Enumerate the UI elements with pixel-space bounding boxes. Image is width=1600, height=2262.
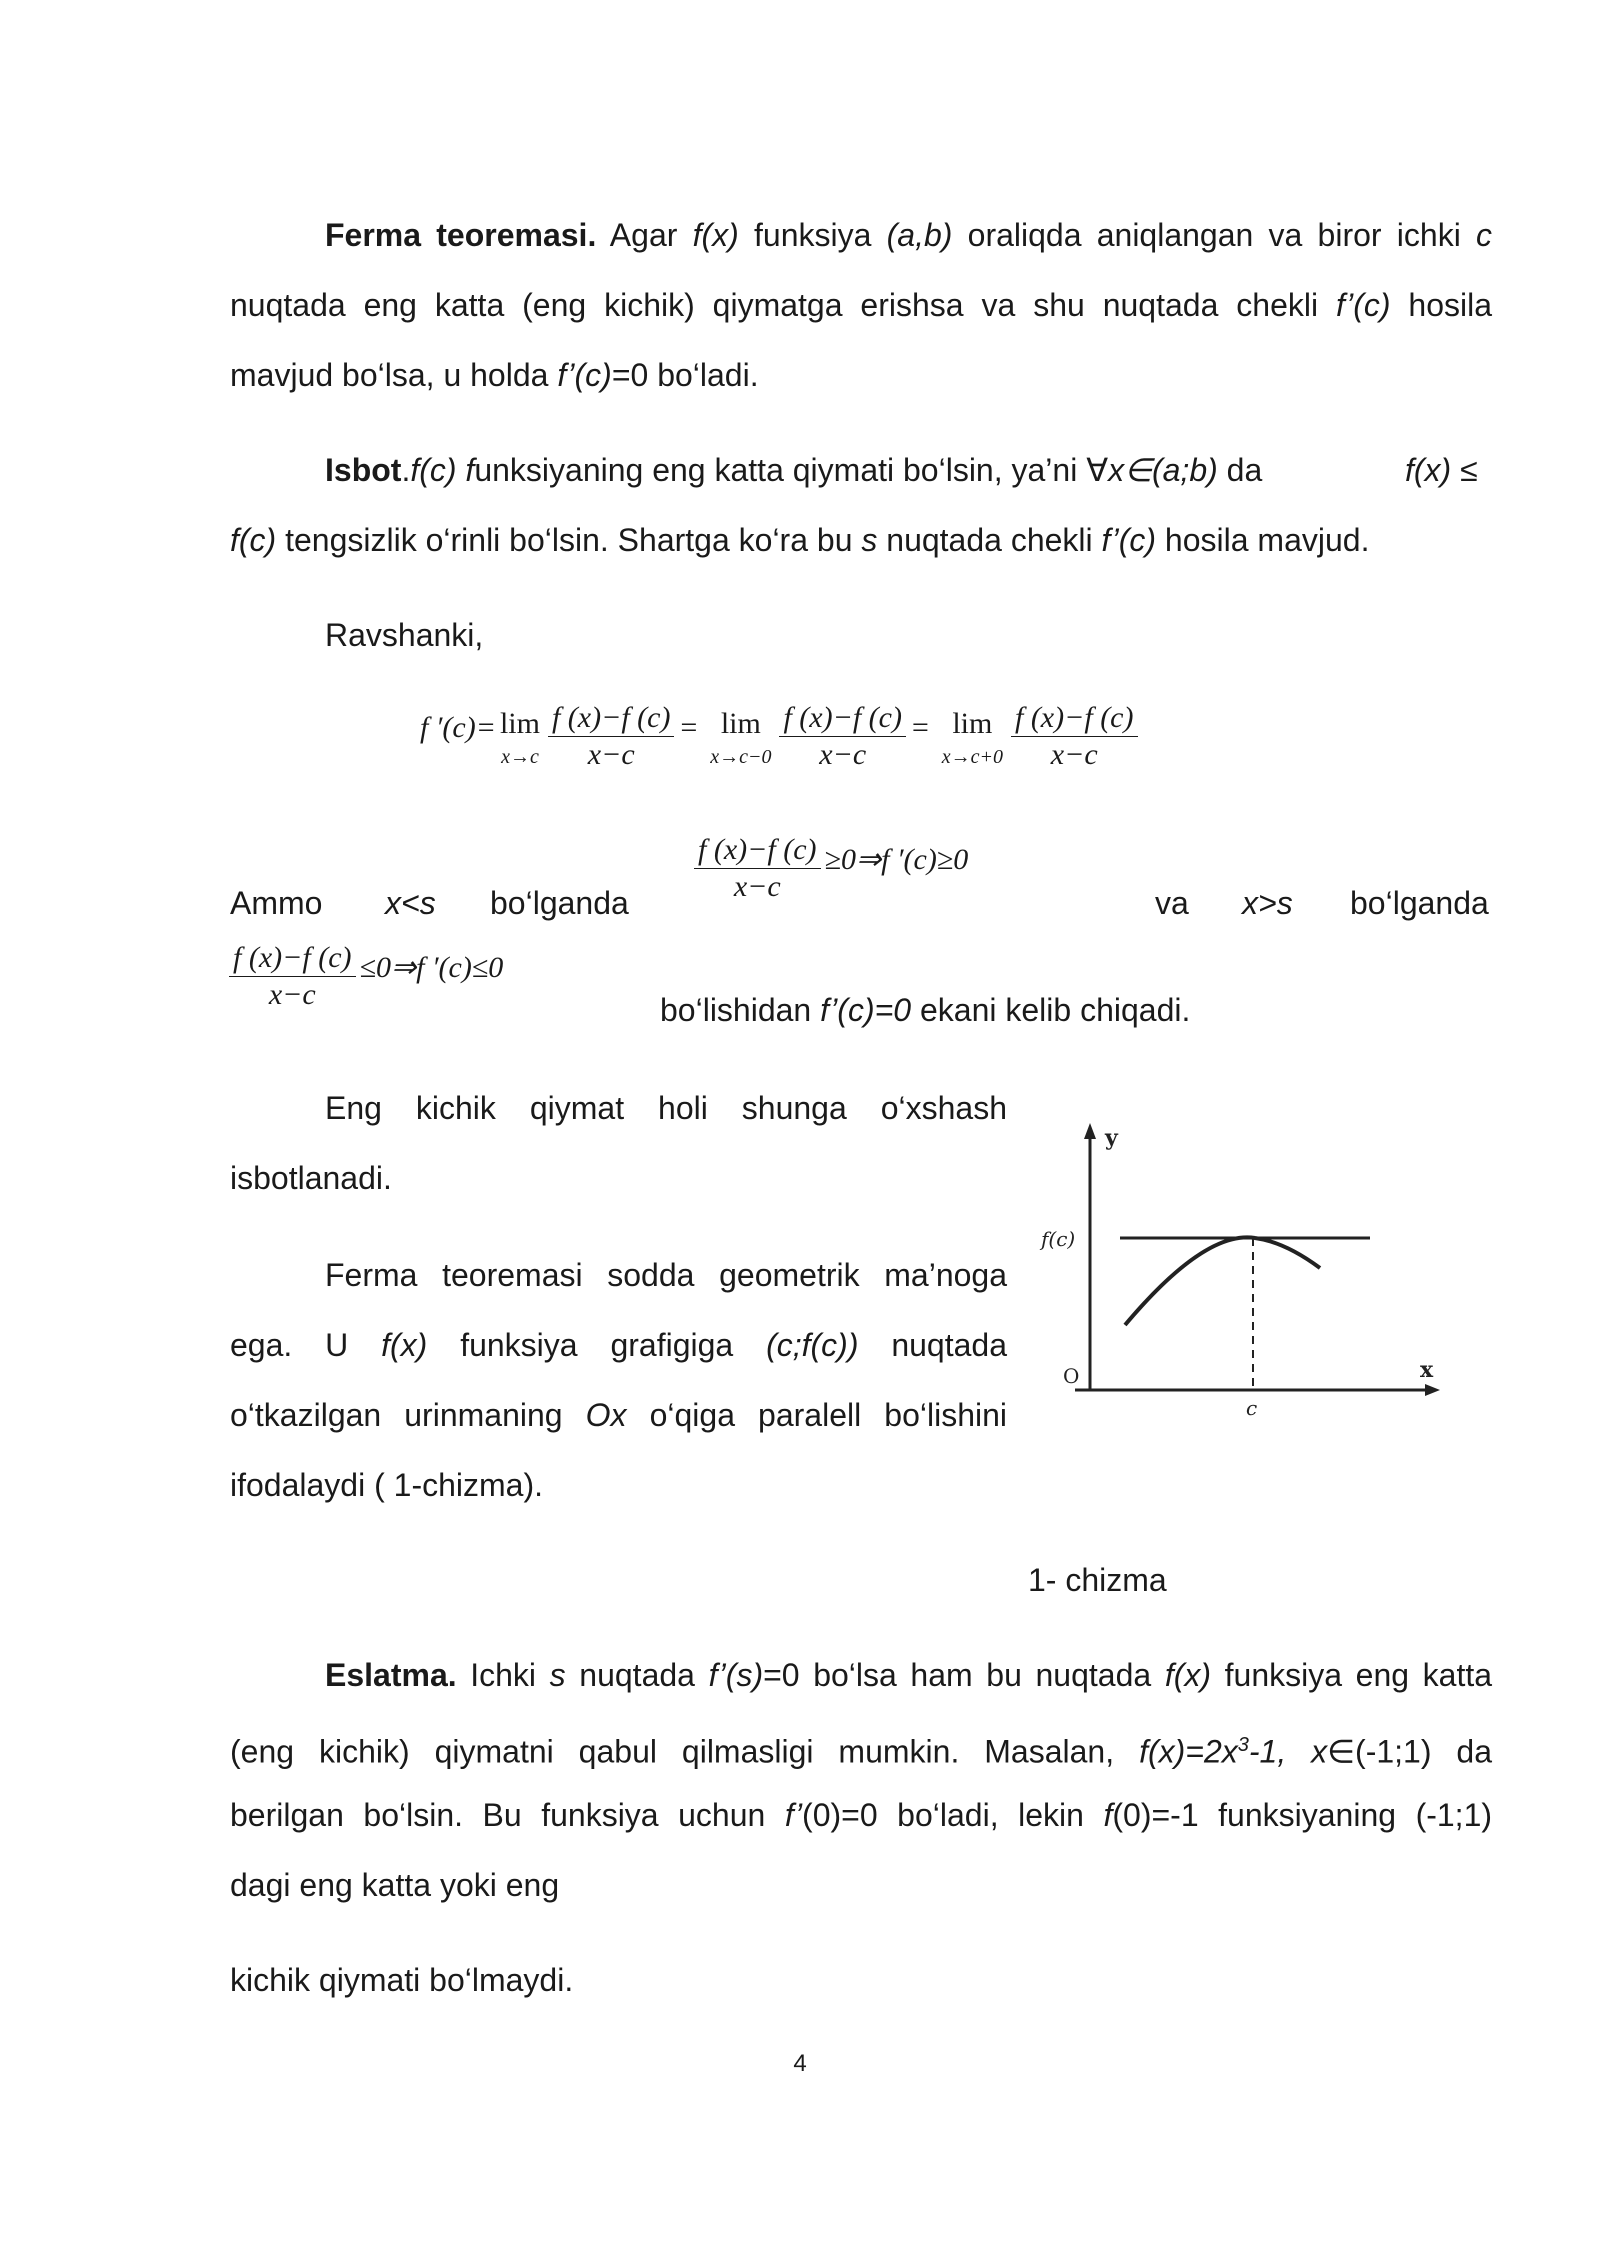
inequality-1: $\frac{f (x)-f (c)}{x-c}$ ≥0⇒f ′(c)≥0 [690, 832, 968, 905]
geo-line-4: ifodalaydi ( 1-chizma). [230, 1467, 543, 1503]
derivative-formula: f ′(c)= lim x→c $\frac{f (x)-f (c)}{x-c}$ = lim x→c−0 $\frac{f (x)-f (c)}{x-c}$ = lim x→c+0 $\frac{f (x)-f (c)}{x-c}$ [420, 700, 1142, 773]
inequality-2: $\frac{f (x)-f (c)}{x-c}$ ≤0⇒f ′(c)≤0 [225, 940, 503, 1013]
x-axis-arrow [1425, 1384, 1440, 1396]
origin-label: O [1063, 1364, 1080, 1388]
ammo-bolganda-1: bo‘lganda [490, 885, 629, 921]
y-axis-arrow [1084, 1123, 1096, 1139]
geo-line-2: ega. U f(x) funksiya grafigiga (c;f(c)) nuqtada [230, 1327, 1008, 1363]
theorem-line-2: nuqtada eng katta (eng kichik) qiymatga erishsa va shu nuqtada chekli f’(c) hosila [230, 287, 1493, 323]
figure-caption: 1- chizma [1028, 1562, 1167, 1598]
ammo-va: va [1155, 885, 1189, 921]
conclusion-text: bo‘lishidan f’(c)=0 ekani kelib chiqadi. [660, 992, 1191, 1028]
proof-line-1: Isbot.f(c) funksiyaning eng katta qiymati bo‘lsin, ya’ni ∀x∈(a;b) da [325, 452, 1263, 488]
theorem-line-1: Ferma teoremasi. Agar f(x) funksiya (a,b) oraliqda aniqlangan va biror ichki c [325, 217, 1493, 253]
function-curve [1125, 1237, 1320, 1325]
ammo-bolganda-2: bo‘lganda [1350, 885, 1489, 921]
eslatma-line-3: berilgan bo‘lsin. Bu funksiya uchun f’(0)=0 bo‘ladi, lekin f(0)=-1 funksiyaning (-1;1) [230, 1797, 1493, 1833]
proof-line-2: f(c) tengsizlik o‘rinli bo‘lsin. Shartga ko‘ra bu s nuqtada chekli f’(c) hosila mavjud. [230, 522, 1370, 558]
eslatma-line-5: kichik qiymati bo‘lmaydi. [230, 1962, 574, 1998]
ammo-cond-1: x<s [385, 885, 436, 921]
eng-line-2: isbotlanadi. [230, 1160, 392, 1196]
y-label: y [1105, 1125, 1118, 1151]
theorem-title: Ferma teoremasi. [325, 217, 597, 253]
fc-label: f(c) [1041, 1227, 1076, 1251]
eng-line-1: Eng kichik qiymat holi shunga o‘xshash [325, 1090, 1007, 1126]
page-number: 4 [793, 2050, 807, 2077]
eslatma-line-4: dagi eng katta yoki eng [230, 1867, 560, 1903]
ammo-word: Ammo [230, 885, 323, 921]
x-label: x [1420, 1357, 1434, 1383]
c-label: c [1246, 1396, 1258, 1420]
proof-inequality: f(x) ≤ [1405, 452, 1478, 488]
eslatma-line-2: (eng kichik) qiymatni qabul qilmasligi mumkin. Masalan, $f(x)=2x^3-1$, x∈(-1;1) da [230, 1733, 1493, 1770]
geo-line-1: Ferma teoremasi sodda geometrik ma’noga [325, 1257, 1007, 1293]
proof-title: Isbot [325, 452, 402, 488]
eslatma-title: Eslatma. [325, 1657, 457, 1693]
ammo-cond-2: x>s [1242, 885, 1293, 921]
ravshanki-text: Ravshanki, [325, 617, 484, 653]
figure-1-graph [1035, 1115, 1455, 1435]
theorem-line-3: mavjud bo‘lsa, u holda f’(c)=0 bo‘ladi. [230, 357, 759, 393]
geo-line-3: o‘tkazilgan urinmaning Ox o‘qiga paralell bo‘lishini [230, 1397, 1008, 1433]
eslatma-line-1: Eslatma. Ichki s nuqtada f’(s)=0 bo‘lsa ham bu nuqtada f(x) funksiya eng katta [325, 1657, 1493, 1693]
